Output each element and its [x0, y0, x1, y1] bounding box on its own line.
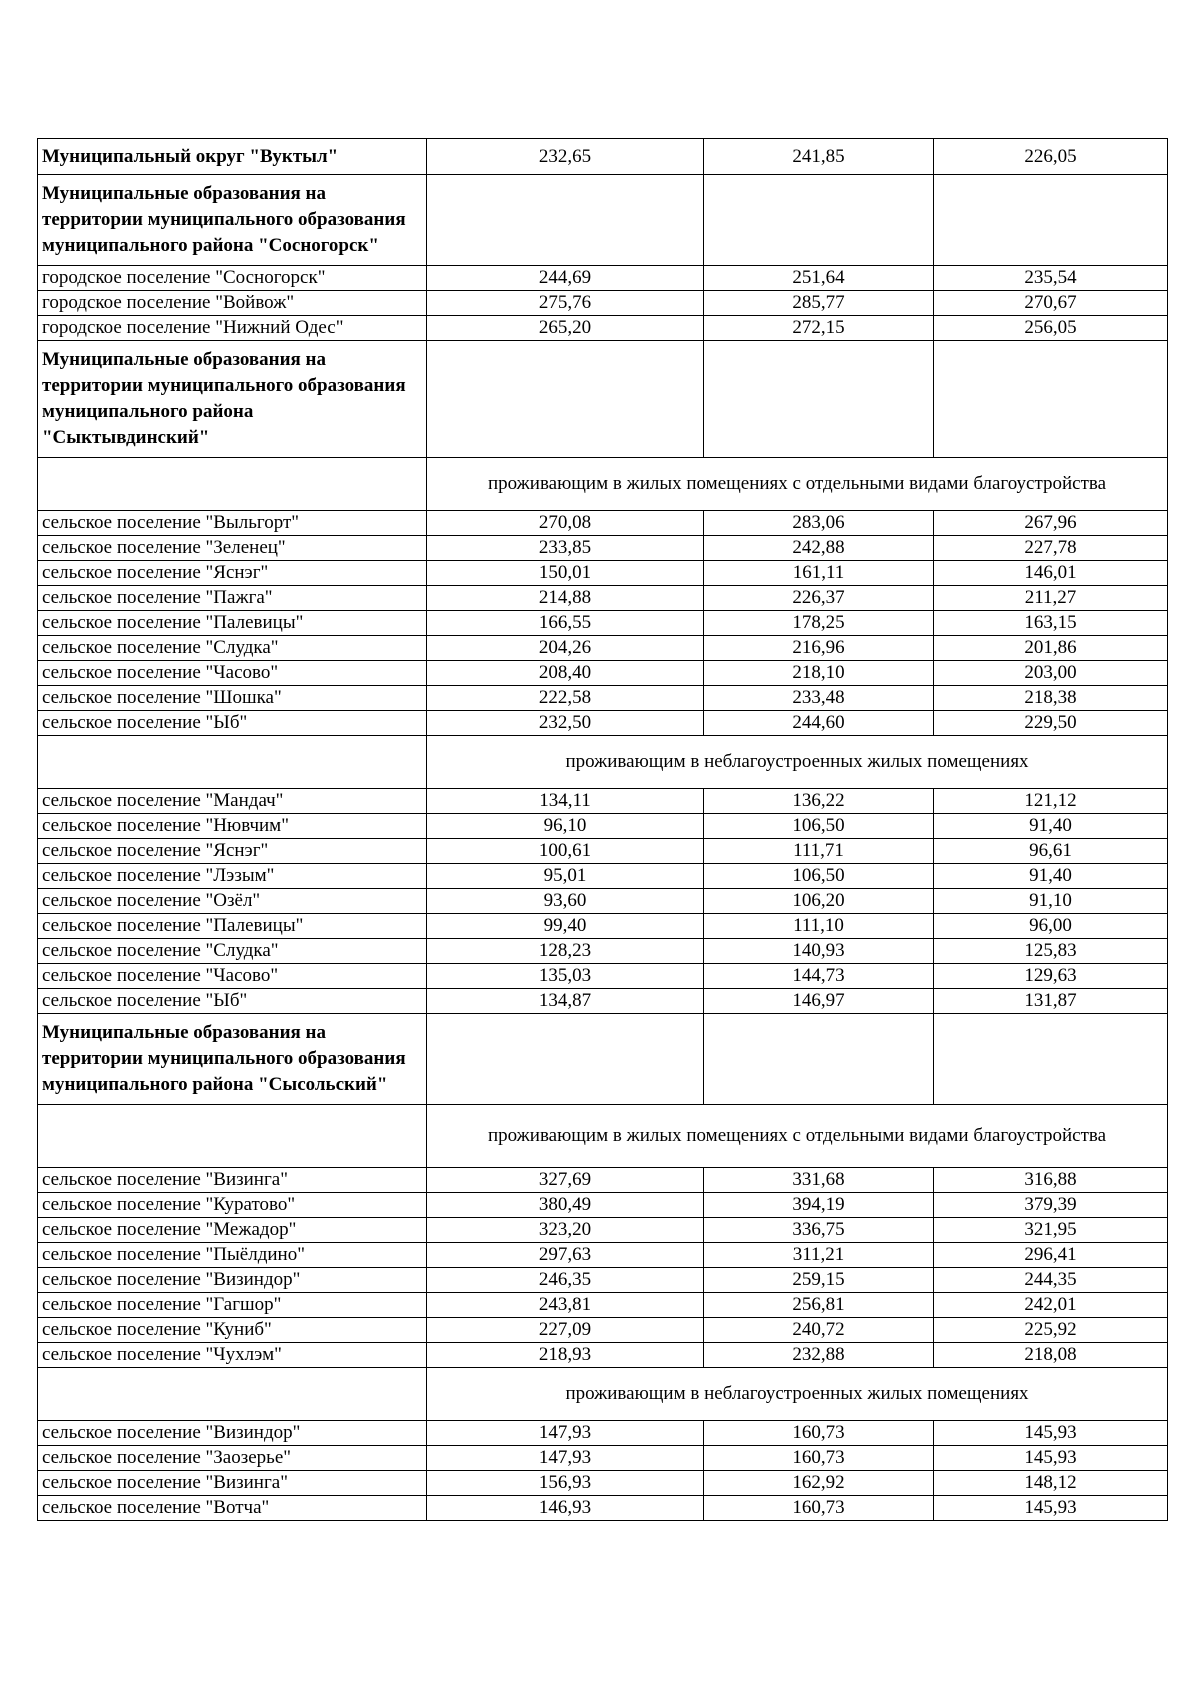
settlement-name: городское поселение "Войвож" [38, 291, 427, 316]
value-cell-2: 244,60 [704, 711, 934, 736]
table-row [38, 611, 1168, 636]
value-cell-2: 311,21 [704, 1243, 934, 1268]
value-cell-2: 144,73 [704, 964, 934, 989]
value-cell-3: 129,63 [934, 964, 1168, 989]
value-cell-1: 156,93 [427, 1471, 704, 1496]
value-cell-3: 256,05 [934, 316, 1168, 341]
value-cell-2: 111,71 [704, 839, 934, 864]
value-cell-3: 218,08 [934, 1343, 1168, 1368]
value-cell-3: 296,41 [934, 1243, 1168, 1268]
value-cell-2: 256,81 [704, 1293, 934, 1318]
settlement-name: сельское поселение "Выльгорт" [38, 511, 427, 536]
value-cell-3: 242,01 [934, 1293, 1168, 1318]
table-row [38, 1293, 1168, 1318]
empty-cell [704, 175, 934, 266]
empty-cell [38, 1368, 427, 1421]
value-cell-1: 134,87 [427, 989, 704, 1014]
value-cell-1: 214,88 [427, 586, 704, 611]
value-cell-3: 131,87 [934, 989, 1168, 1014]
category-label: проживающим в жилых помещениях с отдельными видами благоустройства [427, 1105, 1168, 1168]
settlement-name: сельское поселение "Слудка" [38, 636, 427, 661]
settlement-name: городское поселение "Нижний Одес" [38, 316, 427, 341]
value-cell-3: 96,61 [934, 839, 1168, 864]
empty-cell [704, 341, 934, 458]
table-row [38, 316, 1168, 341]
empty-cell [427, 175, 704, 266]
value-cell-1: 275,76 [427, 291, 704, 316]
value-cell-3: 267,96 [934, 511, 1168, 536]
category-label: проживающим в неблагоустроенных жилых помещениях [427, 736, 1168, 789]
table-row [38, 1243, 1168, 1268]
value-cell-3: 244,35 [934, 1268, 1168, 1293]
table-row [38, 1193, 1168, 1218]
value-cell-3: 121,12 [934, 789, 1168, 814]
value-cell-2: 136,22 [704, 789, 934, 814]
table-row [38, 586, 1168, 611]
settlement-name: сельское поселение "Пажга" [38, 586, 427, 611]
value-cell-2: 259,15 [704, 1268, 934, 1293]
settlement-name: сельское поселение "Нювчим" [38, 814, 427, 839]
tariff-document [37, 138, 1167, 1521]
tariff-table [37, 138, 1168, 1521]
value-cell-1: 232,50 [427, 711, 704, 736]
table-row [38, 814, 1168, 839]
empty-cell [427, 341, 704, 458]
section-header-row [38, 1014, 1168, 1105]
value-cell-1: 147,93 [427, 1421, 704, 1446]
value-cell-3: 201,86 [934, 636, 1168, 661]
settlement-name: сельское поселение "Межадор" [38, 1218, 427, 1243]
settlement-name: сельское поселение "Часово" [38, 964, 427, 989]
settlement-name: сельское поселение "Заозерье" [38, 1446, 427, 1471]
value-cell-3: 163,15 [934, 611, 1168, 636]
empty-cell [934, 341, 1168, 458]
empty-cell [934, 1014, 1168, 1105]
value-cell-2: 285,77 [704, 291, 934, 316]
settlement-name: сельское поселение "Гагшор" [38, 1293, 427, 1318]
value-cell-2: 336,75 [704, 1218, 934, 1243]
value-cell-2: 241,85 [704, 139, 934, 175]
table-row [38, 839, 1168, 864]
value-cell-2: 162,92 [704, 1471, 934, 1496]
value-cell-1: 99,40 [427, 914, 704, 939]
value-cell-1: 134,11 [427, 789, 704, 814]
value-cell-2: 111,10 [704, 914, 934, 939]
value-cell-1: 297,63 [427, 1243, 704, 1268]
category-row [38, 1368, 1168, 1421]
value-cell-3: 148,12 [934, 1471, 1168, 1496]
value-cell-1: 100,61 [427, 839, 704, 864]
empty-cell [38, 736, 427, 789]
table-row [38, 561, 1168, 586]
value-cell-3: 211,27 [934, 586, 1168, 611]
value-cell-1: 380,49 [427, 1193, 704, 1218]
value-cell-2: 160,73 [704, 1496, 934, 1521]
table-row [38, 1218, 1168, 1243]
value-cell-3: 235,54 [934, 266, 1168, 291]
settlement-name: сельское поселение "Зеленец" [38, 536, 427, 561]
settlement-name: сельское поселение "Ыб" [38, 989, 427, 1014]
value-cell-1: 204,26 [427, 636, 704, 661]
table-row [38, 291, 1168, 316]
settlement-name: сельское поселение "Чухлэм" [38, 1343, 427, 1368]
value-cell-2: 161,11 [704, 561, 934, 586]
empty-cell [934, 175, 1168, 266]
section-header-row [38, 341, 1168, 458]
value-cell-3: 125,83 [934, 939, 1168, 964]
value-cell-2: 233,48 [704, 686, 934, 711]
value-cell-3: 203,00 [934, 661, 1168, 686]
value-cell-1: 128,23 [427, 939, 704, 964]
settlement-name: сельское поселение "Мандач" [38, 789, 427, 814]
settlement-name: сельское поселение "Ыб" [38, 711, 427, 736]
category-label: проживающим в неблагоустроенных жилых помещениях [427, 1368, 1168, 1421]
value-cell-3: 225,92 [934, 1318, 1168, 1343]
table-row [38, 266, 1168, 291]
value-cell-2: 331,68 [704, 1168, 934, 1193]
settlement-name: сельское поселение "Пыёлдино" [38, 1243, 427, 1268]
settlement-name: сельское поселение "Куратово" [38, 1193, 427, 1218]
value-cell-1: 323,20 [427, 1218, 704, 1243]
value-cell-1: 243,81 [427, 1293, 704, 1318]
table-row [38, 1268, 1168, 1293]
value-cell-3: 91,40 [934, 864, 1168, 889]
value-cell-1: 244,69 [427, 266, 704, 291]
category-label: проживающим в жилых помещениях с отдельными видами благоустройства [427, 458, 1168, 511]
value-cell-3: 229,50 [934, 711, 1168, 736]
value-cell-3: 145,93 [934, 1496, 1168, 1521]
table-row [38, 789, 1168, 814]
value-cell-1: 166,55 [427, 611, 704, 636]
settlement-name: сельское поселение "Визинга" [38, 1168, 427, 1193]
value-cell-3: 218,38 [934, 686, 1168, 711]
settlement-name: сельское поселение "Визиндор" [38, 1268, 427, 1293]
value-cell-2: 216,96 [704, 636, 934, 661]
table-row [38, 711, 1168, 736]
section-title: Муниципальные образования на территории муниципального образования муниципального района "Сосногорск" [38, 175, 427, 266]
settlement-name: сельское поселение "Часово" [38, 661, 427, 686]
value-cell-2: 106,20 [704, 889, 934, 914]
value-cell-2: 283,06 [704, 511, 934, 536]
table-row [38, 511, 1168, 536]
table-row [38, 939, 1168, 964]
value-cell-3: 270,67 [934, 291, 1168, 316]
table-row [38, 914, 1168, 939]
category-row [38, 458, 1168, 511]
section-title: Муниципальные образования на территории муниципального образования муниципального района "Сыктывдинский" [38, 341, 427, 458]
value-cell-1: 270,08 [427, 511, 704, 536]
settlement-name: сельское поселение "Вотча" [38, 1496, 427, 1521]
settlement-name: сельское поселение "Слудка" [38, 939, 427, 964]
table-row [38, 964, 1168, 989]
table-row [38, 1343, 1168, 1368]
value-cell-1: 265,20 [427, 316, 704, 341]
value-cell-2: 140,93 [704, 939, 934, 964]
category-row [38, 1105, 1168, 1168]
value-cell-2: 160,73 [704, 1446, 934, 1471]
value-cell-1: 96,10 [427, 814, 704, 839]
value-cell-1: 232,65 [427, 139, 704, 175]
value-cell-1: 146,93 [427, 1496, 704, 1521]
value-cell-2: 160,73 [704, 1421, 934, 1446]
category-row [38, 736, 1168, 789]
value-cell-1: 147,93 [427, 1446, 704, 1471]
table-row [38, 864, 1168, 889]
section-header-row [38, 175, 1168, 266]
table-body [38, 139, 1168, 1521]
table-row [38, 1318, 1168, 1343]
value-cell-3: 146,01 [934, 561, 1168, 586]
value-cell-2: 240,72 [704, 1318, 934, 1343]
settlement-name: сельское поселение "Яснэг" [38, 561, 427, 586]
value-cell-2: 394,19 [704, 1193, 934, 1218]
settlement-name: городское поселение "Сосногорск" [38, 266, 427, 291]
value-cell-3: 321,95 [934, 1218, 1168, 1243]
settlement-name: сельское поселение "Куниб" [38, 1318, 427, 1343]
value-cell-2: 242,88 [704, 536, 934, 561]
table-row [38, 536, 1168, 561]
table-row [38, 889, 1168, 914]
value-cell-3: 91,10 [934, 889, 1168, 914]
value-cell-3: 96,00 [934, 914, 1168, 939]
empty-cell [38, 458, 427, 511]
table-row [38, 989, 1168, 1014]
value-cell-1: 93,60 [427, 889, 704, 914]
value-cell-2: 146,97 [704, 989, 934, 1014]
value-cell-2: 218,10 [704, 661, 934, 686]
value-cell-3: 227,78 [934, 536, 1168, 561]
value-cell-2: 232,88 [704, 1343, 934, 1368]
settlement-name: сельское поселение "Визиндор" [38, 1421, 427, 1446]
value-cell-2: 106,50 [704, 814, 934, 839]
value-cell-1: 135,03 [427, 964, 704, 989]
settlement-name: сельское поселение "Шошка" [38, 686, 427, 711]
value-cell-1: 150,01 [427, 561, 704, 586]
empty-cell [704, 1014, 934, 1105]
settlement-name: сельское поселение "Палевицы" [38, 914, 427, 939]
table-row [38, 1168, 1168, 1193]
section-title: Муниципальные образования на территории муниципального образования муниципального района "Сысольский" [38, 1014, 427, 1105]
settlement-name: сельское поселение "Визинга" [38, 1471, 427, 1496]
value-cell-2: 178,25 [704, 611, 934, 636]
value-cell-3: 91,40 [934, 814, 1168, 839]
value-cell-2: 251,64 [704, 266, 934, 291]
table-row [38, 686, 1168, 711]
empty-cell [38, 1105, 427, 1168]
value-cell-2: 272,15 [704, 316, 934, 341]
settlement-name: сельское поселение "Яснэг" [38, 839, 427, 864]
value-cell-1: 208,40 [427, 661, 704, 686]
value-cell-3: 145,93 [934, 1421, 1168, 1446]
value-cell-1: 227,09 [427, 1318, 704, 1343]
value-cell-3: 379,39 [934, 1193, 1168, 1218]
value-cell-1: 95,01 [427, 864, 704, 889]
value-cell-1: 218,93 [427, 1343, 704, 1368]
table-row [38, 1421, 1168, 1446]
district-name: Муниципальный округ "Вуктыл" [38, 139, 427, 175]
value-cell-3: 226,05 [934, 139, 1168, 175]
value-cell-1: 222,58 [427, 686, 704, 711]
value-cell-1: 327,69 [427, 1168, 704, 1193]
table-row [38, 636, 1168, 661]
settlement-name: сельское поселение "Палевицы" [38, 611, 427, 636]
value-cell-2: 226,37 [704, 586, 934, 611]
district-row-vuktyl [38, 139, 1168, 175]
value-cell-1: 233,85 [427, 536, 704, 561]
value-cell-1: 246,35 [427, 1268, 704, 1293]
empty-cell [427, 1014, 704, 1105]
value-cell-3: 145,93 [934, 1446, 1168, 1471]
settlement-name: сельское поселение "Озёл" [38, 889, 427, 914]
table-row [38, 1496, 1168, 1521]
value-cell-2: 106,50 [704, 864, 934, 889]
value-cell-3: 316,88 [934, 1168, 1168, 1193]
table-row [38, 1471, 1168, 1496]
settlement-name: сельское поселение "Лэзым" [38, 864, 427, 889]
table-row [38, 661, 1168, 686]
table-row [38, 1446, 1168, 1471]
